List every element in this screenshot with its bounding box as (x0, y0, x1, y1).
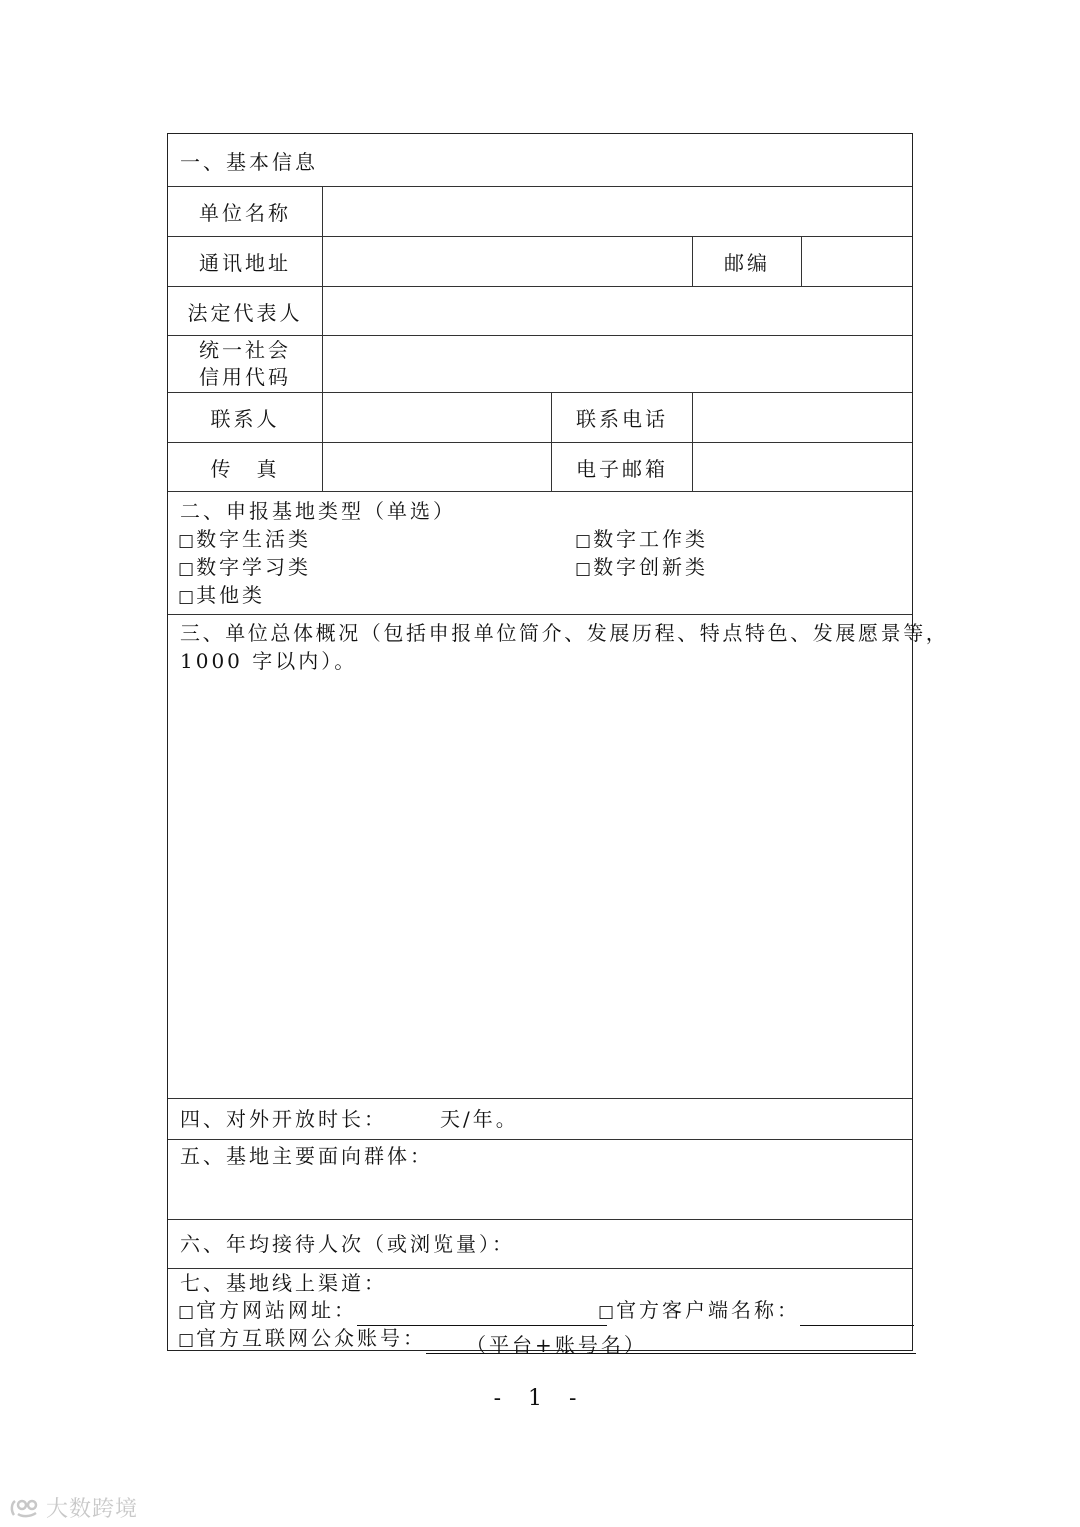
section5[interactable] (168, 1140, 912, 1220)
client-label: 官方客户端名称： (616, 1298, 801, 1322)
legal-rep-field[interactable] (322, 287, 914, 335)
website-input[interactable] (357, 1303, 607, 1326)
contact-label: 联系人 (210, 407, 280, 431)
open-duration-label: 四、对外开放时长： (180, 1107, 387, 1131)
open-duration-unit: 天/年。 (440, 1107, 519, 1131)
option-digital-innovation[interactable]: □ 数字创新类 (575, 555, 709, 579)
target-groups-label: 五、基地主要面向群体： (180, 1144, 433, 1168)
contact-phone-label: 联系电话 (551, 393, 692, 442)
checkbox-icon[interactable]: □ (598, 1302, 615, 1322)
row-unit-name (168, 187, 912, 237)
section1-header (168, 134, 912, 187)
account-input[interactable] (426, 1331, 916, 1357)
email-label: 电子邮箱 (551, 443, 692, 491)
unit-name-field[interactable] (322, 187, 914, 236)
section2 (168, 492, 912, 615)
section3-title-cont: 1000 字以内）。 (180, 649, 358, 673)
credit-code-field[interactable] (322, 336, 914, 392)
page-number: - 1 - (493, 1386, 587, 1411)
section6[interactable] (168, 1220, 912, 1269)
fax-field[interactable] (322, 443, 551, 491)
option-digital-work[interactable]: □ 数字工作类 (575, 527, 709, 551)
row-legal-rep (168, 287, 912, 336)
checkbox-icon: □ (178, 559, 195, 579)
option-digital-learning[interactable]: □ 数字学习类 (178, 555, 312, 579)
section7 (168, 1269, 912, 1357)
checkbox-icon[interactable]: □ (178, 1330, 195, 1350)
account-row (178, 1324, 916, 1357)
contact-field[interactable] (322, 393, 551, 442)
address-label: 通讯地址 (199, 251, 291, 275)
fax-label: 传 真 (210, 456, 280, 481)
checkbox-icon[interactable]: □ (178, 1302, 195, 1322)
section4 (168, 1099, 912, 1140)
postcode-field[interactable] (801, 237, 914, 286)
website-label: 官方网站网址： (196, 1298, 358, 1322)
email-field[interactable] (692, 443, 914, 491)
application-form (167, 133, 949, 1357)
credit-code-label-line1: 统一社会 (199, 338, 291, 362)
option-digital-life[interactable]: □ 数字生活类 (178, 527, 312, 551)
unit-name-label: 单位名称 (199, 201, 291, 225)
section2-title: 二、申报基地类型（单选） (180, 499, 456, 523)
checkbox-icon: □ (178, 587, 195, 607)
row-address (168, 237, 912, 287)
client-row (598, 1296, 914, 1326)
account-label: 官方互联网公众账号： (196, 1326, 427, 1350)
address-field[interactable] (322, 237, 692, 286)
website-row (178, 1296, 607, 1326)
option-other[interactable]: □ 其他类 (178, 583, 266, 607)
checkbox-icon: □ (575, 531, 592, 551)
checkbox-icon: □ (178, 531, 195, 551)
credit-code-label (168, 336, 322, 392)
credit-code-label-line2: 信用代码 (199, 365, 291, 389)
section3[interactable] (168, 615, 949, 1099)
annual-visitors-label: 六、年均接待人次（或浏览量）： (180, 1232, 515, 1256)
section3-title: 三、单位总体概况（包括申报单位简介、发展历程、特点特色、发展愿景等， (180, 621, 949, 645)
legal-rep-label: 法定代表人 (187, 300, 303, 325)
postcode-label: 邮编 (692, 237, 801, 286)
online-channels-label: 七、基地线上渠道： (180, 1271, 387, 1295)
watermark (10, 1492, 138, 1523)
checkbox-icon: □ (575, 559, 592, 579)
row-credit-code (168, 336, 912, 393)
row-fax (168, 443, 912, 492)
watermark-logo-icon (10, 1497, 40, 1519)
account-hint: （平台+账号名） (466, 1333, 647, 1357)
watermark-text: 大数跨境 (46, 1497, 139, 1522)
row-contact (168, 393, 912, 443)
section1-title: 一、基本信息 (180, 149, 318, 174)
contact-phone-field[interactable] (692, 393, 914, 442)
client-input[interactable] (800, 1303, 914, 1326)
